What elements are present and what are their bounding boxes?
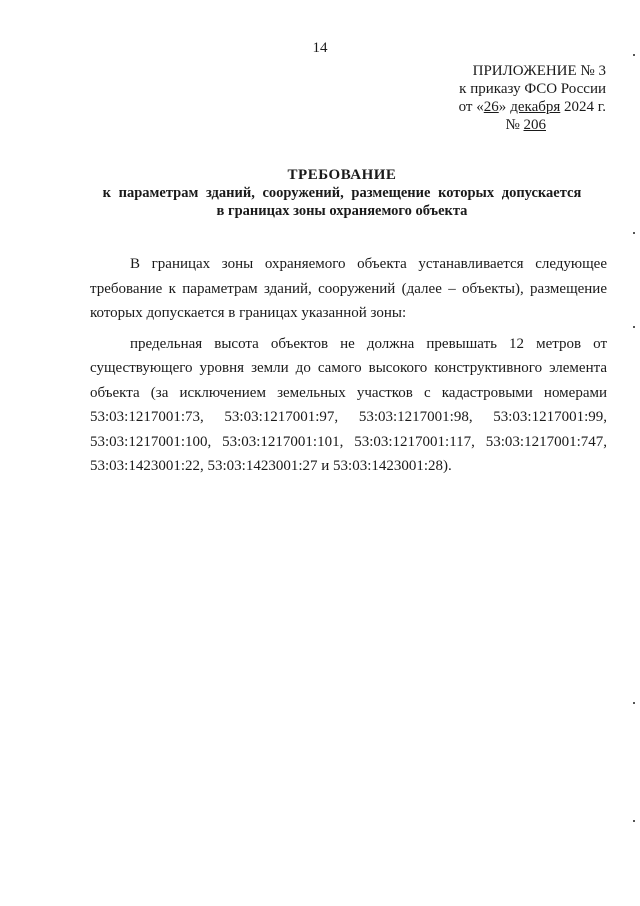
heading-subtitle-line1: к параметрам зданий, сооружений, размещение которых допускается xyxy=(102,185,582,201)
annex-date-month: декабря xyxy=(510,99,561,115)
annex-date-mid: » xyxy=(498,99,507,115)
scan-artifact xyxy=(633,820,635,822)
annex-date-prefix: от « xyxy=(458,99,484,115)
scan-artifact xyxy=(633,54,635,56)
annex-number-prefix: № xyxy=(505,117,520,133)
scan-artifact xyxy=(633,702,635,704)
heading-subtitle-line2: в границах зоны охраняемого объекта xyxy=(216,203,468,219)
body-paragraph-1: В границах зоны охраняемого объекта устанавливается следующее требование к параметрам зданий, сооружений (далее – объекты), размещение которых допускается в границах указанной зоны: xyxy=(90,256,607,321)
body-paragraph-2: предельная высота объектов не должна превышать 12 метров от существующего уровня земли до самого высокого конструктивного элемента объекта (за исключением земельных участков с кадастровыми номерами 53:03:1217001:73, 53:03:1217001:97, 53:03:1217001:98, 53:03:1217001:99, 53:03:1217001:100, 53:03:1217001:101, 53:03:1217001:117, 53:03:1217001:747, 53:03:1423001:22, 53:03:1423001:27 и 53:03:1423001:28). xyxy=(90,335,607,474)
document-body xyxy=(90,252,607,479)
page-number: 14 xyxy=(312,40,328,56)
annex-title: ПРИЛОЖЕНИЕ № 3 xyxy=(472,63,606,79)
annex-number xyxy=(386,116,606,134)
annex-date-year: 2024 г. xyxy=(564,99,606,115)
annex-order-ref: к приказу ФСО России xyxy=(459,81,606,97)
scan-artifact xyxy=(633,326,635,328)
document-heading xyxy=(72,166,612,220)
annex-number-value: 206 xyxy=(523,117,546,133)
scan-artifact xyxy=(633,232,635,234)
annex-date xyxy=(386,98,606,116)
heading-title: ТРЕБОВАНИЕ xyxy=(287,167,397,183)
annex-date-day: 26 xyxy=(483,99,499,115)
annex-header xyxy=(386,62,606,134)
